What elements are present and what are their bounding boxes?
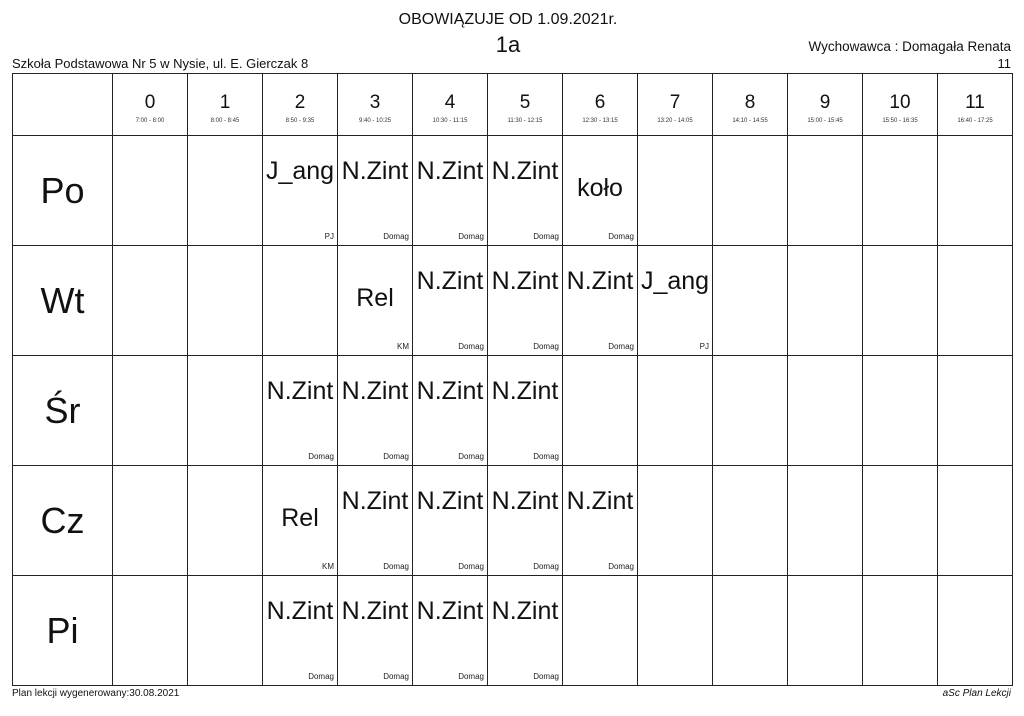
period-time: 13:20 - 14:05 xyxy=(657,118,693,124)
period-number: 7 xyxy=(669,92,681,113)
empty-cell xyxy=(938,466,1013,576)
lesson-subject: J_ang xyxy=(265,157,335,185)
period-number: 5 xyxy=(519,92,531,113)
period-time: 16:40 - 17:25 xyxy=(957,118,993,124)
period-time: 8:00 - 8:45 xyxy=(210,118,240,124)
lesson-cell xyxy=(488,136,563,246)
generated-note: Plan lekcji wygenerowany:30.08.2021 xyxy=(12,688,180,699)
lesson-subject: N.Zint xyxy=(341,157,409,185)
timetable-body xyxy=(13,136,1013,686)
empty-cell xyxy=(863,576,938,686)
lesson-teacher: Domag xyxy=(383,232,409,241)
period-number: 1 xyxy=(219,92,231,113)
period-header xyxy=(338,74,413,136)
lesson-teacher: Domag xyxy=(608,562,634,571)
lesson-subject: N.Zint xyxy=(491,377,559,405)
empty-cell xyxy=(788,576,863,686)
lesson-cell xyxy=(413,136,488,246)
lesson-teacher: Domag xyxy=(533,562,559,571)
period-time: 15:00 - 15:45 xyxy=(807,118,843,124)
lesson-cell xyxy=(263,576,338,686)
day-row xyxy=(13,246,1013,356)
lesson-teacher: Domag xyxy=(458,562,484,571)
empty-cell xyxy=(113,576,188,686)
period-number: 3 xyxy=(369,92,381,113)
empty-cell xyxy=(263,246,338,356)
empty-cell xyxy=(113,356,188,466)
lesson-cell xyxy=(338,466,413,576)
lesson-cell xyxy=(638,246,713,356)
lesson-cell xyxy=(413,576,488,686)
lesson-cell xyxy=(338,576,413,686)
empty-cell xyxy=(638,356,713,466)
lesson-cell xyxy=(338,356,413,466)
period-header xyxy=(188,74,263,136)
empty-cell xyxy=(938,246,1013,356)
lesson-subject: Rel xyxy=(356,284,394,312)
period-time: 15:50 - 16:35 xyxy=(882,118,918,124)
lesson-subject: Rel xyxy=(281,504,319,532)
lesson-subject: N.Zint xyxy=(341,487,409,515)
period-number: 6 xyxy=(594,92,606,113)
lesson-teacher: Domag xyxy=(608,232,634,241)
period-number: 10 xyxy=(889,92,911,113)
empty-cell xyxy=(188,136,263,246)
lesson-cell xyxy=(563,136,638,246)
lesson-cell xyxy=(488,246,563,356)
lesson-subject: N.Zint xyxy=(341,377,409,405)
empty-cell xyxy=(713,466,788,576)
empty-cell xyxy=(863,466,938,576)
lesson-teacher: Domag xyxy=(308,452,334,461)
lesson-subject: N.Zint xyxy=(266,377,334,405)
empty-cell xyxy=(713,136,788,246)
timetable xyxy=(12,73,1013,686)
lesson-teacher: PJ xyxy=(324,232,334,241)
lesson-teacher: KM xyxy=(397,342,409,351)
lesson-cell xyxy=(263,356,338,466)
lesson-subject: N.Zint xyxy=(491,487,559,515)
lesson-cell xyxy=(413,466,488,576)
period-number: 2 xyxy=(294,92,306,113)
lesson-teacher: Domag xyxy=(383,452,409,461)
day-row xyxy=(13,466,1013,576)
period-time: 9:40 - 10:25 xyxy=(358,118,392,124)
day-row xyxy=(13,136,1013,246)
period-header xyxy=(713,74,788,136)
day-label: Pi xyxy=(13,576,113,686)
lesson-subject: N.Zint xyxy=(266,597,334,625)
lesson-cell xyxy=(263,466,338,576)
empty-cell xyxy=(638,576,713,686)
class-name: 1a xyxy=(495,32,521,57)
period-time: 7:00 - 8:00 xyxy=(135,118,165,124)
empty-cell xyxy=(938,356,1013,466)
lesson-teacher: Domag xyxy=(383,562,409,571)
empty-cell xyxy=(188,356,263,466)
day-label: Wt xyxy=(13,246,113,356)
lesson-cell xyxy=(488,576,563,686)
lesson-teacher: Domag xyxy=(608,342,634,351)
period-header xyxy=(413,74,488,136)
empty-cell xyxy=(713,246,788,356)
period-time: 8:50 - 9:35 xyxy=(285,118,315,124)
period-header xyxy=(263,74,338,136)
lesson-teacher: Domag xyxy=(458,232,484,241)
software-credit: aSc Plan Lekcji xyxy=(942,688,1011,699)
period-time: 11:30 - 12:15 xyxy=(507,118,543,124)
lesson-subject: N.Zint xyxy=(416,597,484,625)
period-number: 8 xyxy=(744,92,756,113)
day-row xyxy=(13,356,1013,466)
period-time: 12:30 - 13:15 xyxy=(582,118,618,124)
effective-date-title: OBOWIĄZUJE OD 1.09.2021r. xyxy=(398,11,618,28)
empty-cell xyxy=(713,576,788,686)
lesson-cell xyxy=(563,246,638,356)
empty-cell xyxy=(563,576,638,686)
lesson-teacher: Domag xyxy=(533,452,559,461)
school-name: Szkoła Podstawowa Nr 5 w Nysie, ul. E. Gierczak 8 xyxy=(12,56,309,71)
lesson-teacher: KM xyxy=(322,562,334,571)
lesson-teacher: Domag xyxy=(533,342,559,351)
lesson-subject: N.Zint xyxy=(416,267,484,295)
empty-cell xyxy=(188,576,263,686)
period-number: 4 xyxy=(444,92,456,113)
lesson-teacher: Domag xyxy=(458,672,484,681)
period-header xyxy=(488,74,563,136)
lesson-teacher: Domag xyxy=(458,452,484,461)
empty-cell xyxy=(188,246,263,356)
lesson-subject: N.Zint xyxy=(341,597,409,625)
lesson-teacher: Domag xyxy=(458,342,484,351)
empty-cell xyxy=(863,136,938,246)
period-header xyxy=(113,74,188,136)
empty-cell xyxy=(788,136,863,246)
lesson-cell xyxy=(563,466,638,576)
lesson-cell xyxy=(488,466,563,576)
period-number: 11 xyxy=(965,92,985,113)
lesson-subject: N.Zint xyxy=(416,487,484,515)
empty-cell xyxy=(788,466,863,576)
day-row xyxy=(13,576,1013,686)
lesson-teacher: Domag xyxy=(308,672,334,681)
lesson-subject: N.Zint xyxy=(566,487,634,515)
lesson-cell xyxy=(413,356,488,466)
lesson-cell xyxy=(338,136,413,246)
page-number: 11 xyxy=(997,56,1011,71)
day-label: Po xyxy=(13,136,113,246)
period-time: 10:30 - 11:15 xyxy=(432,118,468,124)
lesson-cell xyxy=(338,246,413,356)
lesson-cell xyxy=(488,356,563,466)
period-header-row xyxy=(13,74,1013,136)
lesson-subject: J_ang xyxy=(640,267,710,295)
empty-cell xyxy=(788,246,863,356)
lesson-subject: N.Zint xyxy=(491,597,559,625)
day-label: Cz xyxy=(13,466,113,576)
period-header xyxy=(638,74,713,136)
lesson-teacher: Domag xyxy=(533,672,559,681)
lesson-subject: N.Zint xyxy=(416,377,484,405)
corner-cell xyxy=(13,74,113,136)
empty-cell xyxy=(113,466,188,576)
empty-cell xyxy=(113,246,188,356)
lesson-subject: koło xyxy=(577,174,623,202)
empty-cell xyxy=(863,356,938,466)
period-time: 14:10 - 14:55 xyxy=(732,118,768,124)
empty-cell xyxy=(188,466,263,576)
period-number: 0 xyxy=(144,92,156,113)
lesson-subject: N.Zint xyxy=(566,267,634,295)
period-header xyxy=(788,74,863,136)
lesson-subject: N.Zint xyxy=(416,157,484,185)
lesson-cell xyxy=(263,136,338,246)
period-header xyxy=(863,74,938,136)
tutor-name: Wychowawca : Domagała Renata xyxy=(808,39,1011,54)
lesson-subject: N.Zint xyxy=(491,157,559,185)
empty-cell xyxy=(563,356,638,466)
period-header xyxy=(563,74,638,136)
period-header xyxy=(938,74,1013,136)
lesson-teacher: Domag xyxy=(533,232,559,241)
empty-cell xyxy=(938,576,1013,686)
lesson-cell xyxy=(413,246,488,356)
empty-cell xyxy=(938,136,1013,246)
lesson-teacher: PJ xyxy=(699,342,709,351)
empty-cell xyxy=(113,136,188,246)
empty-cell xyxy=(788,356,863,466)
empty-cell xyxy=(638,136,713,246)
empty-cell xyxy=(863,246,938,356)
lesson-subject: N.Zint xyxy=(491,267,559,295)
empty-cell xyxy=(713,356,788,466)
day-label: Śr xyxy=(13,356,113,466)
period-number: 9 xyxy=(819,92,831,113)
empty-cell xyxy=(638,466,713,576)
lesson-teacher: Domag xyxy=(383,672,409,681)
